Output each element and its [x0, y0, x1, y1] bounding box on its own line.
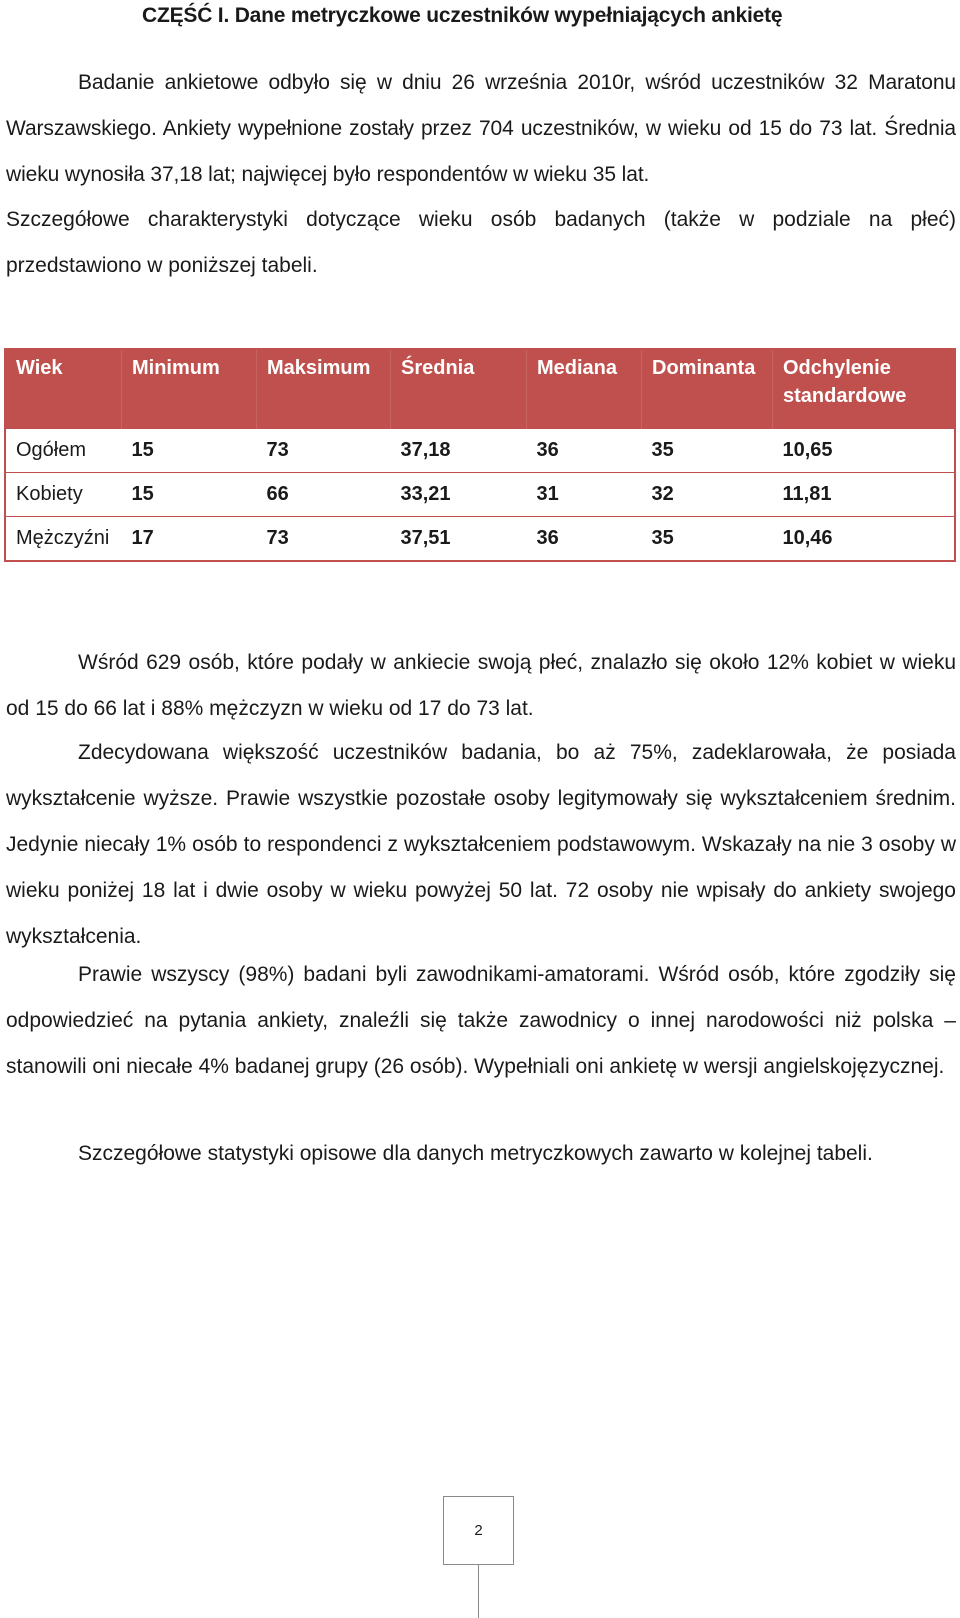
table-cell: 73	[257, 429, 391, 473]
body-paragraph-education: Zdecydowana większość uczestników badania, bo aż 75%, zadeklarowała, że posiada wykształcenie wyższe. Prawie wszystkie pozostałe osoby legitymowały się wykształceniem średnim. Jedynie niecały 1% osób to respondenci z wykształceniem podstawowym. Wskazały na nie 3 osoby w wieku poniżej 18 lat i dwie osoby w wieku powyżej 50 lat. 72 osoby nie wpisały do ankiety swojego wykształcenia.	[6, 741, 956, 948]
intro-paragraph-1: Badanie ankietowe odbyło się w dniu 26 września 2010r, wśród uczestników 32 Maratonu Warszawskiego. Ankiety wypełnione zostały przez 704 uczestników, w wieku od 15 do 73 lat. Średnia wieku wynosiła 37,18 lat; najwięcej było respondentów w wieku 35 lat.	[6, 71, 956, 186]
table-row	[6, 517, 954, 561]
table-cell: 36	[527, 517, 642, 561]
table-header-row	[6, 350, 954, 429]
table-cell: 37,18	[391, 429, 527, 473]
table-header-cell: Odchylenie standardowe	[773, 350, 955, 429]
table-cell: 11,81	[773, 473, 955, 517]
table-header-cell: Minimum	[122, 350, 257, 429]
table-cell: 17	[122, 517, 257, 561]
table-cell: 37,51	[391, 517, 527, 561]
table-row-label: Kobiety	[6, 473, 122, 517]
table-cell: 35	[642, 517, 773, 561]
table-cell: 10,46	[773, 517, 955, 561]
table-header-cell: Wiek	[6, 350, 122, 429]
table-header-cell: Dominanta	[642, 350, 773, 429]
body-paragraph-gender: Wśród 629 osób, które podały w ankiecie swoją płeć, znalazło się około 12% kobiet w wieku od 15 do 66 lat i 88% mężczyzn w wieku od 17 do 73 lat.	[6, 651, 956, 720]
table-row-label: Ogółem	[6, 429, 122, 473]
page-number: 2	[443, 1496, 514, 1565]
body-paragraph-amateurs: Prawie wszyscy (98%) badani byli zawodnikami-amatorami. Wśród osób, które zgodziły się odpowiedzieć na pytania ankiety, znaleźli się także zawodnicy o innej narodowości niż polska – stanowili oni niecałe 4% badanej grupy (26 osób). Wypełniali oni ankietę w wersji angielskojęzycznej.	[6, 963, 956, 1078]
intro-paragraph-2: Szczegółowe charakterystyki dotyczące wieku osób badanych (także w podziale na płeć) przedstawiono w poniższej tabeli.	[6, 208, 956, 277]
table-header-cell: Średnia	[391, 350, 527, 429]
table-cell: 36	[527, 429, 642, 473]
table-row	[6, 473, 954, 517]
table-cell: 10,65	[773, 429, 955, 473]
table-cell: 73	[257, 517, 391, 561]
table-cell: 33,21	[391, 473, 527, 517]
table-row-label: Mężczyźni	[6, 517, 122, 561]
table-header-cell: Mediana	[527, 350, 642, 429]
table-cell: 66	[257, 473, 391, 517]
table-cell: 35	[642, 429, 773, 473]
table-header-cell: Maksimum	[257, 350, 391, 429]
table-cell: 15	[122, 473, 257, 517]
section-heading: CZĘŚĆ I. Dane metryczkowe uczestników wypełniających ankietę	[142, 4, 783, 27]
body-paragraph-next-table: Szczegółowe statystyki opisowe dla danych metryczkowych zawarto w kolejnej tabeli.	[78, 1142, 873, 1165]
age-statistics-table	[4, 348, 956, 562]
table-row	[6, 429, 954, 473]
table-cell: 15	[122, 429, 257, 473]
page-number-divider	[478, 1565, 479, 1618]
table-cell: 32	[642, 473, 773, 517]
table-cell: 31	[527, 473, 642, 517]
